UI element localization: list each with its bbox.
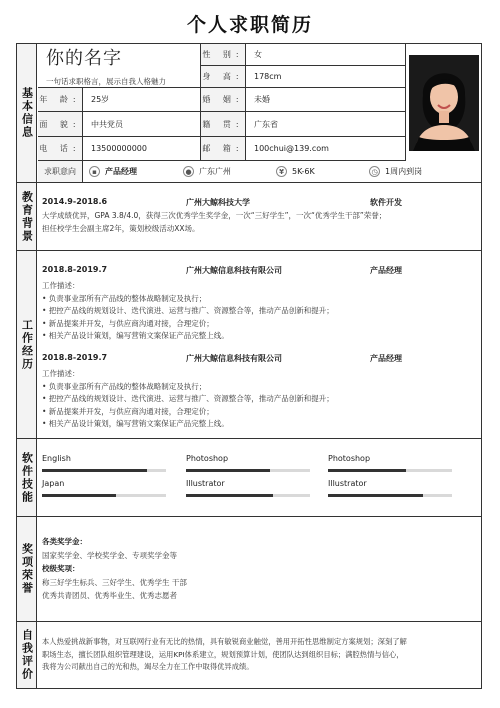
skill-name: Illustrator [186,479,225,488]
marriage-label: 婚 姻: [201,88,246,112]
job-intent-label: 求职意向 [38,161,83,182]
applicant-photo [409,55,479,151]
education-period: 2014.9-2018.6 [42,197,108,206]
skill-item [42,454,166,472]
job-company: 广州大鲸信息科技有限公司 [186,266,282,275]
resume-frame [16,43,482,689]
job-desc-line: • 相关产品设计策划，编写营销文案保证产品完整上线。 [42,419,229,428]
job-period: 2018.8-2019.7 [42,265,108,274]
education-details [42,210,475,235]
job-desc-line: • 把控产品线的规划设计、迭代演进、运营与推广、资源整合等，推动产品创新和提升； [42,306,334,315]
resume-title: 个人求职简历 [186,14,313,36]
awards-heading: 各类奖学金： [42,537,87,546]
job-entry-head [38,265,481,276]
self-eval-line: 职场生态，擅长团队组织管理建设，运用KPI体系建立，规划预算计划，使团队达到组织目标；满腔热情与信心， [42,649,404,659]
email-value: 100chui@139.com [246,137,406,161]
skill-bar [328,494,452,497]
self-eval-side-label: 自我评价 [17,622,37,688]
skill-bar-fill [42,494,116,497]
job-role: 产品经理 [370,266,402,275]
skills-side-label: 软件技能 [17,439,37,516]
job-desc-line: • 新品提案并开发，与供应商沟通对接，合理定价； [42,318,214,328]
job-desc-label: 工作描述： [42,369,80,378]
work-section [17,251,481,439]
job-desc-label: 工作描述： [42,281,80,290]
job-entry-head [38,353,481,364]
skill-bar-fill [328,494,423,497]
age-label: 年 龄: [38,88,83,112]
job-role: 产品经理 [370,354,402,363]
education-major: 软件开发 [370,198,402,207]
applicant-motto: 一句话求职格言，展示自我人格魅力 [46,77,166,86]
skill-bar [42,469,166,472]
self-eval-line: 我将为公司献出自己的光和热，竭尽全力在工作中取得优异成绩。 [42,662,254,671]
height-value: 178cm [246,66,406,88]
awards-side-label: 奖项荣誉 [17,517,37,621]
phone-label: 电 话: [38,137,83,161]
skill-bar [186,469,310,472]
skill-item [42,479,166,497]
education-entry-head [38,197,481,208]
awards-line: 称三好学生标兵、三好学生、优秀学生 干部 [42,577,187,587]
name-cell [38,44,201,88]
email-label: 邮 箱: [201,137,246,161]
gender-label: 性 别: [201,44,246,66]
job-desc-line: • 负责事业部所有产品线的整体战略制定及执行； [42,381,207,391]
skill-bar [328,469,452,472]
skill-item [328,454,452,472]
skill-item [186,479,310,497]
skill-bar-fill [186,494,273,497]
skill-bar [42,494,166,497]
money-icon: ¥ [276,166,287,177]
origin-label: 籍 贯: [201,112,246,137]
intent-arrival: ◷ 1周内到岗 [369,166,422,177]
intent-city: ● 广东广州 [183,166,276,177]
awards-line: 国家奖学金、学校奖学金、专项奖学金等 [42,550,177,560]
basic-info-side-label: 基本信息 [17,44,37,182]
job-desc-line: • 把控产品线的规划设计、迭代演进、运营与推广、资源整合等，推动产品创新和提升； [42,394,334,403]
basic-info-section [17,44,481,183]
origin-value: 广东省 [246,112,406,137]
job-desc-line: • 新品提案并开发，与供应商沟通对接，合理定价； [42,406,214,416]
skill-name: Japan [42,479,65,488]
skill-name: English [42,454,71,463]
awards-line: 优秀共青团员、优秀毕业生、优秀志愿者 [42,591,177,600]
job-description [42,368,475,431]
self-eval-text [42,636,475,674]
job-intent-row [38,161,481,182]
clock-icon: ◷ [369,166,380,177]
awards-section [17,517,481,622]
intent-position: ▪ 产品经理 [89,166,183,177]
age-value: 25岁 [83,88,201,112]
gender-value: 女 [246,44,406,66]
marriage-value: 未婚 [246,88,406,112]
politics-label: 面 貌: [38,112,83,137]
intent-salary: ¥ 5K-6K [276,166,369,177]
education-school: 广州大鲸科技大学 [186,198,250,207]
self-eval-line: 本人热爱挑战新事物，对互联网行业有无比的热情，具有敏锐商业触觉，善用开拓性思维制定方案规划；深刻了解 [42,637,407,646]
education-section [17,183,481,251]
politics-value: 中共党员 [83,112,201,137]
job-period: 2018.8-2019.7 [42,353,108,362]
awards-heading: 校级奖项： [42,564,80,573]
job-desc-line: • 负责事业部所有产品线的整体战略制定及执行； [42,293,207,303]
skill-item [186,454,310,472]
height-label: 身 高: [201,66,246,88]
photo-cell [406,44,481,161]
skill-name: Illustrator [328,479,367,488]
skill-bar [186,494,310,497]
education-line: 大学成绩优异，GPA 3.8/4.0，获得三次优秀学生奖学金，一次“三好学生”，一次“优秀学生干部”荣誉； [42,211,387,220]
self-eval-section [17,622,481,688]
skill-name: Photoshop [186,454,229,463]
applicant-name: 你的名字 [46,48,122,69]
job-description [42,280,475,343]
skill-name: Photoshop [328,454,371,463]
skill-item [328,479,452,497]
job-desc-line: • 相关产品设计策划，编写营销文案保证产品完整上线。 [42,331,229,340]
location-icon: ● [183,166,194,177]
job-company: 广州大鲸信息科技有限公司 [186,354,282,363]
skills-section [17,439,481,517]
skill-bar-fill [42,469,147,472]
education-side-label: 教育背景 [17,183,37,250]
phone-value: 13500000000 [83,137,201,161]
skill-bar-fill [328,469,406,472]
education-line: 担任校学生会副主席2年，策划校级活动XX场。 [42,223,200,233]
work-side-label: 工作经历 [17,251,37,438]
briefcase-icon: ▪ [89,166,100,177]
skill-bar-fill [186,469,270,472]
awards-details [42,535,475,603]
